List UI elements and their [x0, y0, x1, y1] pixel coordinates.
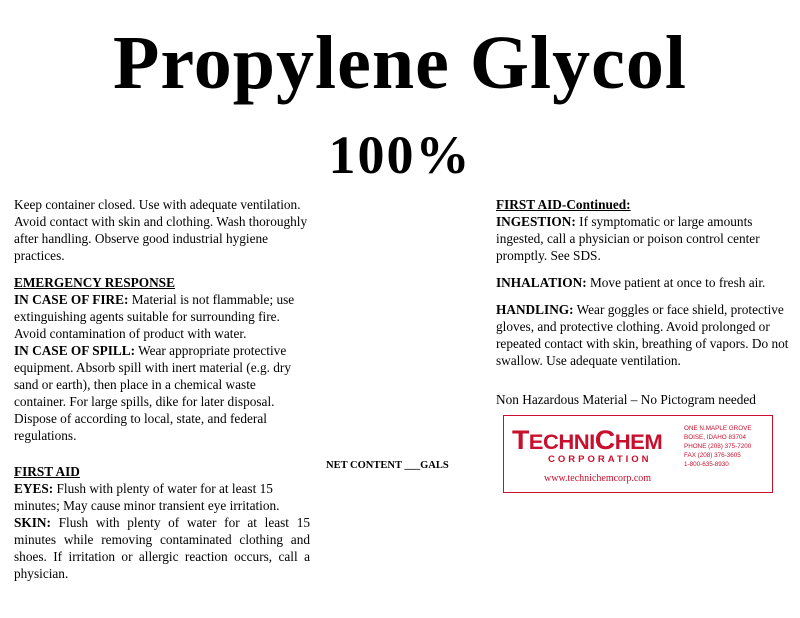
inhalation-label: INHALATION: — [496, 275, 587, 290]
spill-text: Wear appropriate protective equipment. Absorb spill with inert material (e.g. dry sand or earth), then place in a chemical waste container. For large spills, dike for later disposal. Dispose of according to local, state, and federal regulations. — [14, 343, 291, 443]
ingestion-text: If symptomatic or large amounts ingested, call a physician or poison control center promptly. See SDS. — [496, 214, 760, 263]
inhalation-text: Move patient at once to fresh air. — [586, 275, 766, 290]
skin-instructions — [14, 514, 310, 582]
address-line: PHONE (208) 375-7200 — [684, 443, 752, 450]
eyes-label: EYES: — [14, 481, 54, 496]
ingestion-label: INGESTION: — [496, 214, 576, 229]
inhalation-instructions — [496, 274, 792, 291]
eyes-instructions — [14, 480, 310, 514]
company-address — [684, 424, 752, 469]
spill-instructions — [14, 342, 310, 444]
company-url: www.technichemcorp.com — [544, 473, 652, 484]
ingestion-instructions — [496, 213, 792, 264]
address-line: 1-800-635-8930 — [684, 461, 729, 468]
logo-corporation: CORPORATION — [548, 454, 652, 465]
fire-instructions — [14, 291, 310, 342]
hazard-note: Non Hazardous Material – No Pictogram needed — [496, 392, 756, 407]
logo-text-echni: ECHNI — [528, 431, 595, 454]
product-title: Propylene Glycol — [113, 21, 687, 105]
company-logo — [503, 415, 773, 493]
handling-label: HANDLING: — [496, 302, 574, 317]
handling-text: Wear goggles or face shield, protective gloves, and protective clothing. Avoid prolonged or repeated contact with skin, breathing of vapors. Do not swallow. Use adequate ventilation. — [496, 302, 789, 368]
spill-label: IN CASE OF SPILL: — [14, 343, 136, 358]
concentration-subtitle: 100% — [328, 125, 472, 185]
first-aid-continued-heading: FIRST AID-Continued: — [496, 197, 631, 212]
net-content: NET CONTENT ___GALS — [326, 460, 449, 471]
handling-intro: Keep container closed. Use with adequate ventilation. Avoid contact with skin and clothing. Wash thoroughly after handling. Observe good industrial hygiene practices. — [14, 197, 308, 263]
logo-wordmark — [512, 426, 662, 457]
skin-label: SKIN: — [14, 515, 51, 530]
address-line: FAX (208) 376-3605 — [684, 452, 741, 459]
logo-letter-t: T — [512, 425, 529, 455]
address-line: BOISE, IDAHO 83704 — [684, 434, 746, 441]
logo-letter-c: C — [594, 425, 615, 455]
right-column — [496, 196, 792, 408]
skin-text: Flush with plenty of water for at least 15 minutes while removing contaminated clothing and shoes. If irritation or allergic reaction occurs, call a physician. — [14, 515, 310, 581]
first-aid-heading: FIRST AID — [14, 464, 80, 479]
fire-text: Material is not flammable; use extinguishing agents suitable for surrounding fire. Avoid contamination of product with water. — [14, 292, 295, 341]
handling-instructions — [496, 301, 792, 369]
left-column — [14, 196, 310, 582]
emergency-response-heading: EMERGENCY RESPONSE — [14, 275, 175, 290]
eyes-text: Flush with plenty of water for at least 15 minutes; May cause minor transient eye irritation. — [14, 481, 280, 513]
address-line: ONE N.MAPLE GROVE — [684, 425, 752, 432]
logo-text-hem: HEM — [614, 431, 663, 454]
fire-label: IN CASE OF FIRE: — [14, 292, 129, 307]
